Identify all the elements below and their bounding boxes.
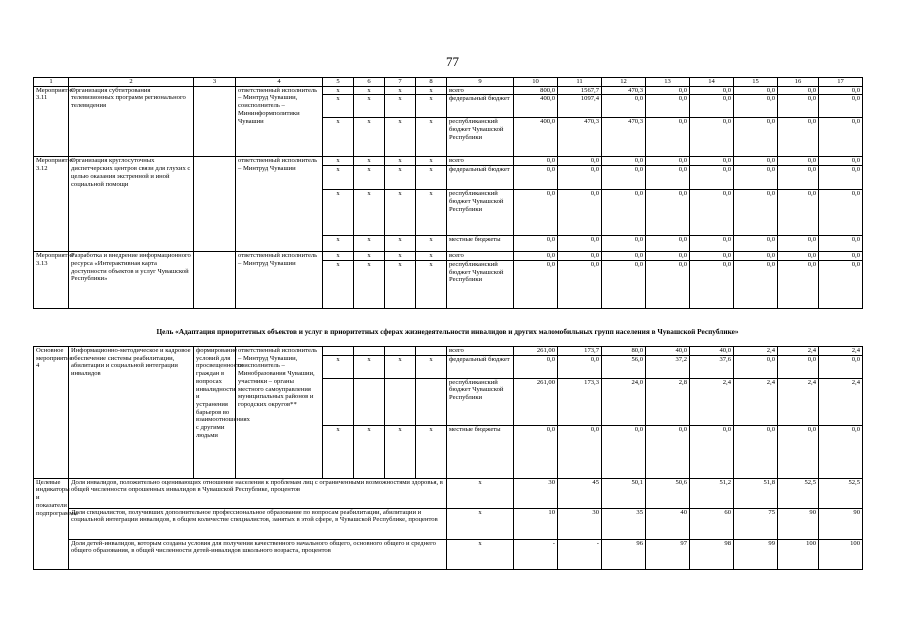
amount-cell: 0,0: [514, 355, 558, 378]
measure-executor: ответственный исполнитель – Минтруд Чувашии: [236, 157, 323, 252]
budget-code-cell: x: [416, 260, 447, 308]
amount-cell: 2,4: [819, 378, 863, 425]
column-number: 1: [34, 78, 69, 87]
measure-3-11-row: [34, 86, 863, 95]
amount-cell: 2,4: [778, 378, 819, 425]
amount-cell: 40,0: [690, 347, 734, 356]
column-number: 2: [69, 78, 194, 87]
target-value-cell: 52,5: [819, 478, 863, 508]
amount-cell: 0,0: [734, 86, 778, 95]
budget-code-cell: x: [416, 355, 447, 378]
column-number: 16: [778, 78, 819, 87]
funding-source: местные бюджеты: [447, 425, 514, 478]
amount-cell: 0,0: [602, 190, 646, 236]
amount-cell: 173,3: [558, 378, 602, 425]
amount-cell: 0,0: [778, 236, 819, 252]
target-value-cell: 50,6: [646, 478, 690, 508]
amount-cell: 0,0: [514, 157, 558, 166]
column-numbers-row: [34, 78, 863, 87]
amount-cell: 56,0: [602, 355, 646, 378]
budget-code-cell: x: [354, 86, 385, 95]
amount-cell: 0,0: [690, 252, 734, 261]
amount-cell: 0,0: [690, 260, 734, 308]
amount-cell: 0,0: [558, 190, 602, 236]
amount-cell: 0,0: [734, 236, 778, 252]
budget-code-cell: x: [323, 260, 354, 308]
budget-code-cell: x: [323, 166, 354, 190]
target-indicator-row: [34, 539, 863, 569]
amount-cell: 0,0: [558, 166, 602, 190]
amount-cell: 80,0: [602, 347, 646, 356]
amount-cell: 0,0: [558, 157, 602, 166]
amount-cell: 0,0: [819, 355, 863, 378]
amount-cell: 2,4: [819, 347, 863, 356]
budget-code-cell: x: [323, 190, 354, 236]
budget-code-cell: x: [385, 252, 416, 261]
amount-cell: 400,0: [514, 118, 558, 157]
budget-code-cell: x: [385, 355, 416, 378]
amount-cell: 0,0: [602, 236, 646, 252]
target-value-cell: 100: [819, 539, 863, 569]
amount-cell: 2,4: [690, 378, 734, 425]
amount-cell: 0,0: [778, 166, 819, 190]
amount-cell: 2,8: [646, 378, 690, 425]
budget-code-cell: [354, 378, 385, 425]
budget-code-cell: [385, 378, 416, 425]
target-value-cell: 45: [558, 478, 602, 508]
column-number: 5: [323, 78, 354, 87]
funding-source: местные бюджеты: [447, 236, 514, 252]
budget-code-cell: x: [354, 260, 385, 308]
budget-code-cell: x: [323, 118, 354, 157]
budget-code-cell: x: [385, 86, 416, 95]
target-indicator-row: [34, 478, 863, 508]
measure-code: Мероприятие 3.11: [34, 86, 69, 157]
measure-3-13-row: [34, 252, 863, 261]
target-indicator-text: Доля инвалидов, положительно оценивающих отношение населения к проблемам лиц с ограниченными возможностями здоровья, в общей численности опрошенных инвалидов в Чувашской Республике, процентов: [69, 478, 447, 508]
measure-3-12-row: [34, 157, 863, 166]
budget-code-cell: x: [416, 118, 447, 157]
amount-cell: 0,0: [646, 95, 690, 118]
budget-code-cell: x: [416, 166, 447, 190]
budget-code-cell: x: [385, 95, 416, 118]
amount-cell: 0,0: [734, 425, 778, 478]
measure-goal: формирование условий для просвещенности граждан в вопросах инвалидности и устранения барьеров во взаимоотношениях с другими людьми: [194, 347, 236, 479]
amount-cell: 0,0: [646, 118, 690, 157]
target-value-cell: 30: [514, 478, 558, 508]
budget-code-cell: x: [323, 95, 354, 118]
funding-source: всего: [447, 157, 514, 166]
budget-code-cell: x: [416, 190, 447, 236]
amount-cell: 0,0: [819, 157, 863, 166]
column-number: 14: [690, 78, 734, 87]
amount-cell: 0,0: [646, 425, 690, 478]
column-number: 11: [558, 78, 602, 87]
budget-code-cell: x: [354, 355, 385, 378]
budget-code-cell: x: [385, 166, 416, 190]
target-value-cell: 98: [690, 539, 734, 569]
amount-cell: 0,0: [514, 252, 558, 261]
goal-heading: Цель «Адаптация приоритетных объектов и услуг в приоритетных сферах жизнедеятельности инвалидов и других маломобильных групп населения в Чувашской Республике»: [156, 327, 739, 336]
target-indicator-row: [34, 508, 863, 539]
budget-code-cell: x: [354, 252, 385, 261]
amount-cell: 0,0: [819, 236, 863, 252]
target-indicator-mark: x: [447, 539, 514, 569]
amount-cell: 0,0: [514, 425, 558, 478]
amount-cell: 0,0: [819, 260, 863, 308]
measure-name: Организация круглосуточных диспетчерских центров связи для глухих с целью оказания экстренной и иной социальной помощи: [69, 157, 194, 252]
amount-cell: 0,0: [819, 252, 863, 261]
amount-cell: 0,0: [778, 252, 819, 261]
column-number: 7: [385, 78, 416, 87]
amount-cell: 0,0: [514, 190, 558, 236]
target-value-cell: 52,5: [778, 478, 819, 508]
amount-cell: 0,0: [646, 190, 690, 236]
target-value-cell: -: [514, 539, 558, 569]
amount-cell: 0,0: [602, 166, 646, 190]
budget-code-cell: [323, 347, 354, 356]
amount-cell: 0,0: [734, 260, 778, 308]
amount-cell: 0,0: [690, 166, 734, 190]
target-value-cell: 90: [819, 508, 863, 539]
column-number: 10: [514, 78, 558, 87]
column-number: 15: [734, 78, 778, 87]
amount-cell: 0,0: [734, 355, 778, 378]
amount-cell: 0,0: [778, 86, 819, 95]
column-number: 3: [194, 78, 236, 87]
amount-cell: 2,4: [778, 347, 819, 356]
amount-cell: 173,7: [558, 347, 602, 356]
budget-code-cell: x: [354, 425, 385, 478]
amount-cell: 0,0: [690, 425, 734, 478]
amount-cell: 0,0: [602, 157, 646, 166]
amount-cell: 0,0: [602, 252, 646, 261]
amount-cell: 0,0: [819, 86, 863, 95]
amount-cell: 0,0: [778, 118, 819, 157]
budget-code-cell: x: [354, 236, 385, 252]
amount-cell: 0,0: [734, 166, 778, 190]
funding-source: республиканский бюджет Чувашской Республики: [447, 118, 514, 157]
amount-cell: 0,0: [734, 157, 778, 166]
funding-source: федеральный бюджет: [447, 95, 514, 118]
amount-cell: 800,0: [514, 86, 558, 95]
amount-cell: 24,0: [602, 378, 646, 425]
measure-goal: [194, 86, 236, 157]
budget-code-cell: x: [323, 252, 354, 261]
target-value-cell: 40: [646, 508, 690, 539]
budget-code-cell: x: [385, 190, 416, 236]
budget-code-cell: x: [385, 236, 416, 252]
budget-code-cell: x: [354, 157, 385, 166]
target-value-cell: 10: [514, 508, 558, 539]
amount-cell: 2,4: [734, 378, 778, 425]
amount-cell: 0,0: [778, 355, 819, 378]
amount-cell: 0,0: [514, 236, 558, 252]
budget-code-cell: x: [416, 236, 447, 252]
target-value-cell: 30: [558, 508, 602, 539]
target-value-cell: 50,1: [602, 478, 646, 508]
program-table-part-1: [33, 77, 863, 309]
amount-cell: 0,0: [778, 425, 819, 478]
amount-cell: 400,0: [514, 95, 558, 118]
budget-code-cell: x: [354, 95, 385, 118]
column-number: 8: [416, 78, 447, 87]
target-value-cell: 51,2: [690, 478, 734, 508]
target-indicator-mark: x: [447, 478, 514, 508]
target-value-cell: 96: [602, 539, 646, 569]
amount-cell: 470,3: [602, 118, 646, 157]
measure-goal: [194, 157, 236, 252]
budget-code-cell: [323, 378, 354, 425]
budget-code-cell: x: [354, 190, 385, 236]
target-value-cell: 100: [778, 539, 819, 569]
amount-cell: 0,0: [734, 118, 778, 157]
measure-name: Организация субтитрования телевизионных программ регионального телевидения: [69, 86, 194, 157]
measure-code: Основное мероприятие 4: [34, 347, 69, 479]
target-indicator-text: Доля специалистов, получивших дополнительное профессиональное образование по вопросам реабилитации, абилитации и социальной интеграции инвалидов, в общем количестве специалистов, занятых в этой сфере, в Чувашской Республике, процентов: [69, 508, 447, 539]
amount-cell: 0,0: [646, 86, 690, 95]
target-value-cell: 75: [734, 508, 778, 539]
budget-code-cell: x: [416, 95, 447, 118]
amount-cell: 1097,4: [558, 95, 602, 118]
amount-cell: 0,0: [558, 236, 602, 252]
amount-cell: 0,0: [819, 95, 863, 118]
funding-source: федеральный бюджет: [447, 166, 514, 190]
budget-code-cell: x: [416, 252, 447, 261]
target-indicators-label: Целевые индикаторы и показатели подпрограммы: [34, 478, 69, 569]
column-number: 4: [236, 78, 323, 87]
amount-cell: 0,0: [690, 118, 734, 157]
amount-cell: 0,0: [602, 95, 646, 118]
amount-cell: 0,0: [690, 95, 734, 118]
target-value-cell: 60: [690, 508, 734, 539]
amount-cell: 0,0: [778, 260, 819, 308]
target-value-cell: 90: [778, 508, 819, 539]
amount-cell: 0,0: [646, 260, 690, 308]
budget-code-cell: x: [323, 355, 354, 378]
amount-cell: 0,0: [819, 166, 863, 190]
amount-cell: 0,0: [602, 260, 646, 308]
amount-cell: 0,0: [514, 166, 558, 190]
amount-cell: 261,00: [514, 347, 558, 356]
amount-cell: 0,0: [690, 190, 734, 236]
amount-cell: 0,0: [690, 86, 734, 95]
budget-code-cell: x: [354, 166, 385, 190]
budget-code-cell: x: [323, 157, 354, 166]
amount-cell: 0,0: [602, 425, 646, 478]
target-value-cell: 35: [602, 508, 646, 539]
funding-source: республиканский бюджет Чувашской Республики: [447, 378, 514, 425]
budget-code-cell: [416, 347, 447, 356]
budget-code-cell: x: [416, 157, 447, 166]
target-indicator-mark: x: [447, 508, 514, 539]
amount-cell: 0,0: [558, 425, 602, 478]
amount-cell: 0,0: [558, 355, 602, 378]
budget-code-cell: [354, 347, 385, 356]
target-value-cell: -: [558, 539, 602, 569]
column-number: 13: [646, 78, 690, 87]
amount-cell: 0,0: [778, 157, 819, 166]
budget-code-cell: x: [385, 425, 416, 478]
amount-cell: 0,0: [734, 190, 778, 236]
amount-cell: 0,0: [778, 95, 819, 118]
funding-source: всего: [447, 347, 514, 356]
program-table-part-2: [33, 346, 863, 570]
amount-cell: 37,2: [646, 355, 690, 378]
budget-code-cell: [416, 378, 447, 425]
measure-name: Информационно-методическое и кадровое обеспечение системы реабилитации, абилитации и социальной интеграции инвалидов: [69, 347, 194, 479]
measure-code: Мероприятие 3.13: [34, 252, 69, 309]
funding-source: республиканский бюджет Чувашской Республики: [447, 260, 514, 308]
budget-code-cell: x: [385, 260, 416, 308]
amount-cell: 0,0: [734, 95, 778, 118]
amount-cell: 0,0: [690, 236, 734, 252]
amount-cell: 40,0: [646, 347, 690, 356]
amount-cell: 0,0: [646, 236, 690, 252]
target-value-cell: 51,8: [734, 478, 778, 508]
budget-code-cell: x: [354, 118, 385, 157]
budget-code-cell: x: [385, 157, 416, 166]
target-value-cell: 97: [646, 539, 690, 569]
column-number: 12: [602, 78, 646, 87]
amount-cell: 0,0: [558, 260, 602, 308]
funding-source: всего: [447, 252, 514, 261]
measure-executor: ответственный исполнитель – Минтруд Чувашии, соисполнитель – Минобразования Чувашии, участники – органы местного самоуправления муниципальных районов и городских округов**: [236, 347, 323, 479]
amount-cell: 0,0: [646, 157, 690, 166]
budget-code-cell: x: [323, 425, 354, 478]
amount-cell: 0,0: [646, 252, 690, 261]
measure-goal: [194, 252, 236, 309]
amount-cell: 0,0: [819, 190, 863, 236]
amount-cell: 1567,7: [558, 86, 602, 95]
measure-code: Мероприятие 3.12: [34, 157, 69, 252]
funding-source: федеральный бюджет: [447, 355, 514, 378]
target-value-cell: 99: [734, 539, 778, 569]
amount-cell: 470,3: [558, 118, 602, 157]
funding-source: всего: [447, 86, 514, 95]
measure-executor: ответственный исполнитель – Минтруд Чувашии: [236, 252, 323, 309]
amount-cell: 0,0: [819, 118, 863, 157]
column-number: 6: [354, 78, 385, 87]
budget-code-cell: x: [416, 425, 447, 478]
amount-cell: 0,0: [778, 190, 819, 236]
budget-code-cell: x: [385, 118, 416, 157]
page-number: 77: [446, 54, 459, 69]
amount-cell: 470,3: [602, 86, 646, 95]
amount-cell: 0,0: [819, 425, 863, 478]
budget-code-cell: x: [416, 86, 447, 95]
main-measure-4-row: [34, 347, 863, 356]
amount-cell: 37,6: [690, 355, 734, 378]
measure-name: Разработка и внедрение информационного ресурса «Интерактивная карта доступности объектов и услуг Чувашской Республики»: [69, 252, 194, 309]
column-number: 17: [819, 78, 863, 87]
amount-cell: 0,0: [734, 252, 778, 261]
column-number: 9: [447, 78, 514, 87]
budget-code-cell: x: [323, 236, 354, 252]
funding-source: республиканский бюджет Чувашской Республики: [447, 190, 514, 236]
budget-code-cell: x: [323, 86, 354, 95]
target-indicator-text: Доля детей-инвалидов, которым созданы условия для получения качественного начального общего, основного общего и среднего общего образования, в общей численности детей-инвалидов школьного возраста, процентов: [69, 539, 447, 569]
amount-cell: 0,0: [646, 166, 690, 190]
amount-cell: 0,0: [558, 252, 602, 261]
amount-cell: 0,0: [690, 157, 734, 166]
amount-cell: 0,0: [514, 260, 558, 308]
budget-code-cell: [385, 347, 416, 356]
measure-executor: ответственный исполнитель – Минтруд Чувашии, соисполнитель – Мининформполитики Чувашии: [236, 86, 323, 157]
amount-cell: 261,00: [514, 378, 558, 425]
amount-cell: 2,4: [734, 347, 778, 356]
